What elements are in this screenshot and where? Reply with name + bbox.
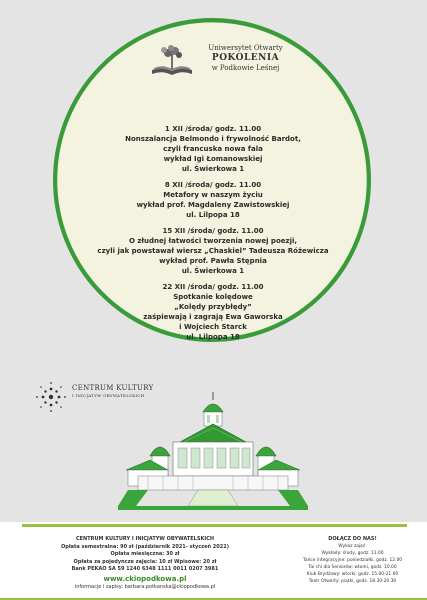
pokolenia-logo <box>148 44 288 80</box>
event-subtitle: „Kolędy przybłędy” <box>174 303 252 311</box>
schedule-subtitle: Wykaz zajęć: <box>338 544 367 549</box>
event-speaker: wykład prof. Magdaleny Zawistowskiej <box>136 201 290 209</box>
event-subtitle: czyli jak powstawał wiersz „Chaskiel” Tadeusza Różewicza <box>97 247 329 255</box>
event-item <box>62 124 364 174</box>
sparkle-dots-icon <box>34 380 68 414</box>
centrum-logo-line1: CENTRUM KULTURY <box>72 384 154 392</box>
footer-org-name: CENTRUM KULTURY I INICJATYW OBYWATELSKICH <box>75 536 215 542</box>
event-speaker: wykład Igi Łomanowskiej <box>163 155 263 163</box>
join-us-heading: DOŁĄCZ DO NAS! <box>328 536 377 542</box>
event-title: Metafory w naszym życiu <box>163 191 263 199</box>
event-item <box>62 180 364 220</box>
event-item <box>62 282 364 342</box>
book-tree-icon <box>148 44 196 78</box>
event-address: ul. Lilpopa 18 <box>186 211 240 219</box>
event-performers: zaśpiewają i zagrają Ewa Gaworska <box>143 313 283 321</box>
event-date: 22 XII /środa/ godz. 11.00 <box>162 283 264 291</box>
event-address: ul. Lilpopa 18 <box>186 333 240 341</box>
footer-fee-monthly: Opłata miesięczna: 30 zł <box>110 551 180 557</box>
event-item <box>62 226 364 276</box>
centrum-logo-line2: I INICJATYW OBYWATELSKICH <box>72 393 145 398</box>
event-title: Nonszalancja Belmondo i frywolność Bardot, <box>125 135 301 143</box>
event-title: Spotkanie kolędowe <box>173 293 253 301</box>
schedule-item: Wykłady: środy, godz. 11.00 <box>321 551 384 556</box>
footer-bank-account: Bank PEKAO SA 59 1240 6348 1111 0011 0207 3981 <box>71 566 219 572</box>
footer-fee-single: Opłata za pojedyncze zajęcia: 10 zł Wpisowe: 20 zł <box>73 558 217 565</box>
event-subtitle: czyli francuska nowa fala <box>163 145 263 153</box>
footer-divider <box>22 524 407 527</box>
event-performers-2: i Wojciech Starck <box>179 323 247 331</box>
schedule-item: Klub Brydżowy: wtorki, godz. 15.00-21.00 <box>306 572 399 577</box>
footer-fee-semester: Opłata semestralna: 90 zł (październik 2021- styczeń 2022) <box>60 543 229 550</box>
event-date: 1 XII /środa/ godz. 11.00 <box>164 125 262 133</box>
logo-line1: Uniwersytet Otwarty <box>208 44 283 52</box>
schedule-item: Tai chi dla Seniorów: wtorki, godz. 10.00 <box>308 565 397 570</box>
events-list <box>62 124 364 348</box>
event-date: 15 XII /środa/ godz. 11.00 <box>162 227 264 235</box>
logo-text <box>198 44 293 73</box>
schedule-item: Teatr Otwarty: piątki, godz. 18.30-20.30 <box>308 579 397 584</box>
footer-info <box>20 536 270 591</box>
event-address: ul. Świerkowa 1 <box>181 267 245 275</box>
schedule-item: Tańce integracyjne: poniedziałki, godz. 12.00 <box>302 558 403 563</box>
event-title: O złudnej łatwości tworzenia nowej poezji, <box>128 237 298 245</box>
logo-line2: POKOLENIA <box>211 53 280 63</box>
logo-line3: w Podkowie Leśnej <box>211 64 280 72</box>
building-illustration <box>118 390 308 510</box>
event-date: 8 XII /środa/ godz. 11.00 <box>164 181 262 189</box>
footer-website-link[interactable]: www.ckiopodkowa.pl <box>103 574 187 583</box>
event-address: ul. Świerkowa 1 <box>181 165 245 173</box>
footer-schedule <box>295 536 410 585</box>
event-speaker: wykład prof. Pawła Stępnia <box>159 257 267 265</box>
footer-contact: informacje i zapisy: barbara.potkanska@ckiopodkowa.pl <box>74 583 216 590</box>
